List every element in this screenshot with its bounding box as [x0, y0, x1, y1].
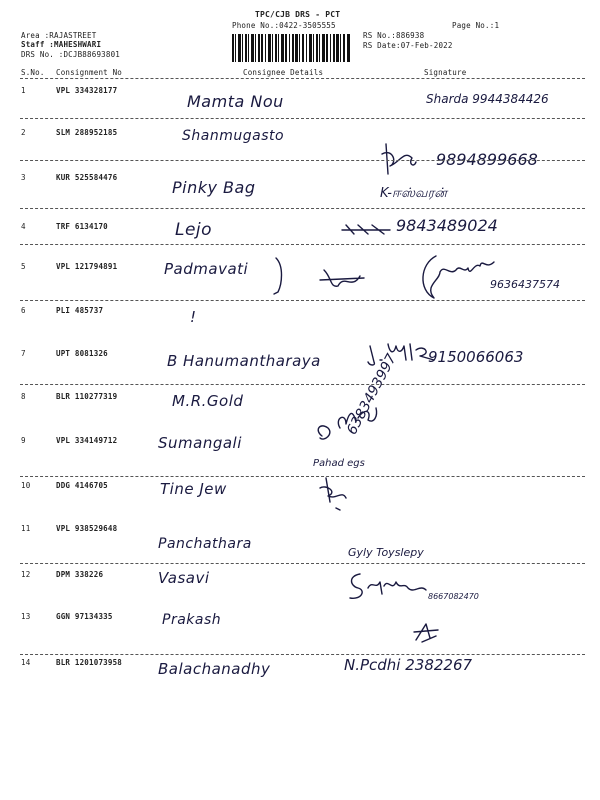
table-row	[0, 481, 600, 491]
divider	[20, 118, 585, 119]
consignee-name: Pinky Bag	[172, 178, 256, 197]
row-consignment: VPL 334328177	[56, 86, 118, 95]
row-sno: 2	[21, 128, 26, 137]
consignee-name: Shanmugasto	[182, 128, 285, 144]
signature-scribble	[272, 256, 290, 296]
row-consignment: DPM 338226	[56, 570, 104, 579]
row-consignment: BLR 1201073958	[56, 658, 123, 667]
row-consignment: PLI 485737	[56, 306, 104, 315]
divider	[20, 208, 585, 209]
consignee-name: Sumangali	[158, 434, 242, 452]
signature: 9843489024	[396, 216, 498, 235]
page-number: Page No.:1	[452, 21, 500, 30]
signature: N.Pcdhi 2382267	[344, 656, 473, 674]
row-sno: 6	[21, 306, 26, 315]
drs-number: DRS No. :DCJB88693801	[21, 50, 121, 59]
document-title: TPC/CJB DRS - PCT	[255, 10, 341, 19]
consignee-name: Padmavati	[164, 260, 249, 278]
signature-scribble	[340, 222, 392, 238]
signature: Pahad egs	[313, 458, 365, 469]
signature-scribble	[318, 266, 366, 292]
row-sno: 8	[21, 392, 26, 401]
row-consignment: SLM 288952185	[56, 128, 118, 137]
row-sno: 5	[21, 262, 26, 271]
row-sno: 3	[21, 173, 26, 182]
column-header-sno: S.No.	[21, 68, 45, 77]
column-header-consignee: Consignee Details	[243, 68, 324, 77]
consignee-name: M.R.Gold	[172, 392, 244, 410]
signature: 9636437574	[490, 278, 560, 291]
consignee-name: !	[190, 308, 197, 326]
signature: 9150066063	[428, 348, 524, 366]
column-header-consignment: Consignment No	[56, 68, 123, 77]
row-consignment: UPT 8081326	[56, 349, 108, 358]
divider	[20, 300, 585, 301]
consignee-name: Panchathara	[158, 536, 252, 552]
signature: K-ஈஸ்வரன்	[380, 186, 447, 201]
signature: Gyly Toyslepy	[348, 546, 424, 559]
phone-number: Phone No.:0422-3505555	[232, 21, 336, 30]
rs-number: RS No.:886938	[363, 31, 425, 40]
consignee-name: Lejo	[175, 220, 213, 240]
divider	[20, 244, 585, 245]
table-row	[0, 658, 600, 668]
row-consignment: DDG 4146705	[56, 481, 108, 490]
table-row	[0, 612, 600, 622]
table-row	[0, 306, 600, 316]
row-consignment: KUR 525584476	[56, 173, 118, 182]
staff-field: Staff :MAHESHWARI	[21, 40, 102, 49]
table-row	[0, 128, 600, 138]
consignee-name: Vasavi	[158, 569, 210, 587]
table-row	[0, 173, 600, 183]
table-row	[0, 570, 600, 580]
signature: Sharda 9944384426	[426, 92, 549, 106]
row-sno: 14	[21, 658, 31, 667]
table-row	[0, 524, 600, 534]
divider	[20, 476, 585, 477]
table-row	[0, 222, 600, 232]
signature: 8667082470	[428, 592, 479, 601]
row-sno: 11	[21, 524, 31, 533]
signature-scribble	[410, 250, 498, 310]
signature: 9894899668	[436, 150, 538, 169]
consignee-name: Mamta Nou	[187, 92, 284, 111]
row-consignment: BLR 110277319	[56, 392, 118, 401]
signature: 6383493997	[344, 351, 400, 438]
row-consignment: GGN 97134335	[56, 612, 113, 621]
row-sno: 1	[21, 86, 26, 95]
row-consignment: VPL 121794891	[56, 262, 118, 271]
rs-date: RS Date:07-Feb-2022	[363, 41, 453, 50]
divider	[20, 160, 585, 161]
signature-scribble	[412, 622, 442, 644]
divider	[20, 78, 585, 79]
row-consignment: VPL 334149712	[56, 436, 118, 445]
divider	[20, 563, 585, 564]
divider	[20, 654, 585, 655]
consignee-name: Prakash	[162, 612, 222, 628]
consignee-name: Tine Jew	[160, 480, 227, 498]
barcode	[232, 34, 350, 62]
row-sno: 13	[21, 612, 31, 621]
row-consignment: TRF 6134170	[56, 222, 108, 231]
row-sno: 4	[21, 222, 26, 231]
table-row	[0, 262, 600, 272]
table-row	[0, 392, 600, 402]
row-consignment: VPL 938529648	[56, 524, 118, 533]
row-sno: 7	[21, 349, 26, 358]
consignee-name: Balachanadhy	[158, 660, 271, 678]
column-header-signature: Signature	[424, 68, 467, 77]
table-row	[0, 436, 600, 446]
row-sno: 10	[21, 481, 31, 490]
signature-scribble	[316, 474, 356, 514]
row-sno: 12	[21, 570, 31, 579]
divider	[20, 384, 585, 385]
signature-scribble	[346, 568, 430, 604]
area-field: Area :RAJASTREET	[21, 31, 97, 40]
consignee-name: B Hanumantharaya	[167, 352, 321, 370]
row-sno: 9	[21, 436, 26, 445]
